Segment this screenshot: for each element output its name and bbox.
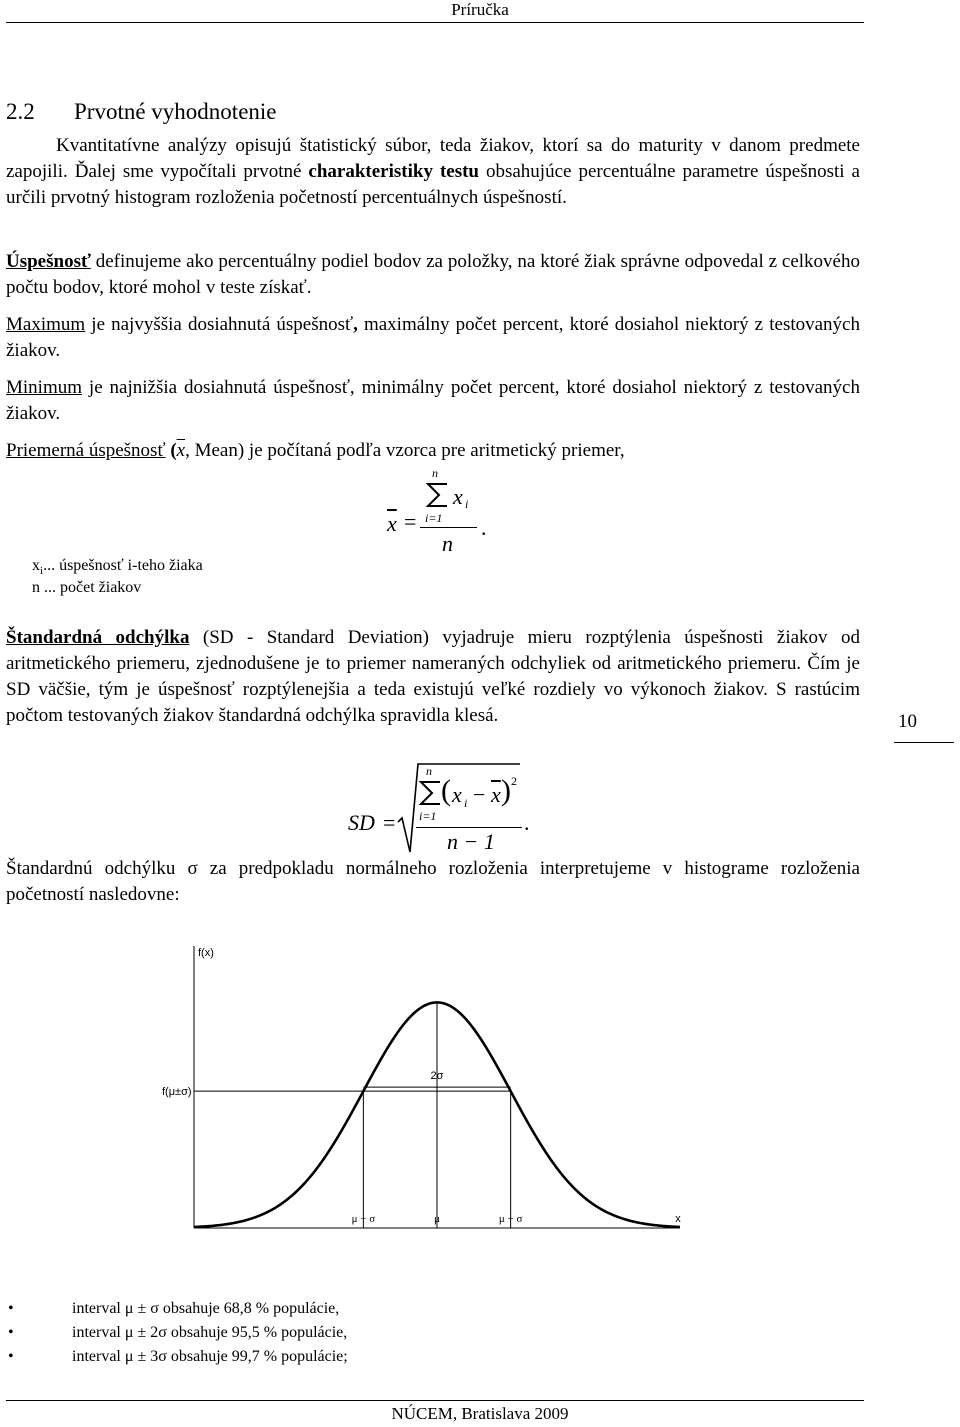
legend-n: n ... počet žiakov [32, 579, 142, 596]
sd-formula-open-paren: ( [441, 774, 451, 807]
normal-distribution-chart [160, 938, 700, 1248]
sd-formula-denominator: n − 1 [447, 829, 495, 854]
mean-formula-sigma-icon [425, 480, 451, 510]
mean-term: Priemerná úspešnosť [6, 440, 166, 461]
chart-xlabel: x [675, 1213, 681, 1225]
interval-bullet-list [6, 1297, 866, 1369]
intro-p2-before: Ďalej sme vypočítali prvotné [67, 161, 309, 182]
intro-p1: Kvantitatívne analýzy opisujú štatistický súbor, teda žiakov, ktorí sa do maturity v danom predmete zapojili. [6, 135, 860, 182]
chart-x-tick-mu-minus-sigma: μ − σ [351, 1213, 376, 1225]
bullet-prefix: interval μ ± 2σ [72, 1324, 167, 1341]
sd-formula-equals: = [383, 810, 396, 835]
mean-formula-denominator: n [442, 531, 453, 556]
sd-formula-numerator-x: x [452, 782, 462, 807]
page-header: Príručka [451, 0, 509, 19]
sd-formula-minus: − [473, 782, 486, 807]
side-page-rule [894, 742, 954, 743]
chart-x-tick-mu-plus-sigma: μ + σ [498, 1213, 523, 1225]
sd-formula-period: . [524, 810, 530, 835]
mean-text: , Mean) je počítaná podľa vzorca pre aritmetický priemer, [185, 440, 625, 461]
section-title: Prvotné vyhodnotenie [74, 99, 277, 124]
bullet-icon: • [8, 1348, 14, 1365]
chart-ylabel: f(x) [198, 947, 214, 959]
maximum-definition [6, 312, 860, 364]
mean-formula-fraction-bar [420, 527, 477, 528]
bullet-prefix: interval μ ± 3σ [72, 1348, 167, 1365]
bullet-text: obsahuje 95,5 % populácie, [166, 1324, 348, 1341]
minimum-term: Minimum [6, 377, 83, 398]
success-definition [6, 249, 860, 301]
chart-annotation: 2σ [430, 1070, 444, 1083]
sd-formula-xbar: $\overline{x}$ [491, 782, 501, 807]
intro-p2-bold: charakteristiky testu [308, 161, 479, 182]
minimum-definition [6, 375, 860, 427]
chart-y-tick-label: f(μ±σ) [162, 1086, 192, 1099]
intro-p2-after: obsahujúce percentuálne parametre úspešnosti a určili prvotný histogram rozloženia početností percentuálnych úspešností. [6, 161, 860, 208]
sd-formula-lhs: SD [348, 810, 375, 835]
maximum-term: Maximum [6, 314, 86, 335]
bullet-text: obsahuje 99,7 % populácie; [166, 1348, 348, 1365]
interpretation-paragraph: Štandardnú odchýlku σ za predpokladu normálneho rozloženia interpretujeme v histograme rozloženia početností nasledovne: [6, 858, 860, 905]
sd-formula-power: 2 [511, 774, 517, 788]
sd-text: (SD - Standard Deviation) vyjadruje mieru rozptýlenia úspešnosti žiakov od aritmetického priemeru, zjednodušene je to priemer nameraných odchyliek od aritmetického priemeru. Čím je SD väčšie, tým je úspešnosť rozptýlenejšia a teda existujú veľké rozdiely vo výkonoch žiakov. S rastúcim počtom testovaných žiakov štandardná odchýlka spravidla klesá. [6, 627, 860, 726]
side-page-number: 10 [898, 711, 917, 732]
mean-formula-sum-var-sub: i [465, 497, 469, 511]
header-rule [6, 22, 864, 23]
list-item [6, 1345, 866, 1369]
section-number: 2.2 [6, 99, 35, 124]
legend-xi-main: x [32, 557, 40, 574]
mean-symbol: $\overline{x}$ [176, 440, 186, 461]
sd-formula-fraction-bar [416, 827, 522, 828]
section-heading [6, 99, 277, 125]
intro-paragraph [6, 133, 860, 211]
sd-term: Štandardná odchýlka [6, 627, 190, 648]
chart-x-tick-mu: μ [434, 1213, 440, 1225]
footer-rule [6, 1400, 864, 1401]
legend-xi-sub: i [40, 565, 44, 578]
legend-xi-text: ... úspešnosť i-teho žiaka [43, 557, 203, 574]
list-item [6, 1321, 866, 1345]
sd-formula-numerator-sub: i [464, 796, 468, 810]
bullet-icon: • [8, 1324, 14, 1341]
sd-formula-close-paren: ) [501, 774, 511, 807]
mean-definition [6, 438, 860, 464]
mean-formula-lhs: $\overline{x}$ [387, 511, 397, 536]
mean-formula-period: . [481, 515, 487, 540]
maximum-text1: je najvyššia dosiahnutá úspešnosť [85, 314, 354, 335]
success-term: Úspešnosť [6, 251, 91, 272]
mean-formula-sum-lower: i=1 [425, 511, 443, 525]
success-text: definujeme ako percentuálny podiel bodov za položky, na ktoré žiak správne odpovedal z celkového počtu bodov, ktoré mohol v teste získať. [6, 251, 860, 298]
sd-formula-sum-upper: n [426, 764, 432, 778]
mean-formula-sum-var: x [453, 484, 463, 509]
maximum-text2: maximálny počet percent, ktoré dosiahol niektorý z testovaných žiakov. [6, 314, 860, 361]
bullet-text: obsahuje 68,8 % populácie, [158, 1300, 340, 1317]
bullet-prefix: interval μ ± σ [72, 1300, 159, 1317]
sd-formula-sum-lower: i=1 [419, 809, 437, 823]
bullet-icon: • [8, 1300, 14, 1317]
maximum-comma: , [353, 314, 358, 335]
page-footer: NÚCEM, Bratislava 2009 [391, 1404, 569, 1423]
sd-paragraph [6, 625, 860, 729]
mean-formula-equals: = [404, 509, 417, 534]
list-item [6, 1297, 866, 1321]
mean-formula-sum-upper: n [432, 466, 438, 480]
mean-paren: ( [165, 440, 177, 461]
minimum-text: je najnižšia dosiahnutá úspešnosť, minimálny počet percent, ktoré dosiahol niektorý z testovaných žiakov. [6, 377, 860, 424]
